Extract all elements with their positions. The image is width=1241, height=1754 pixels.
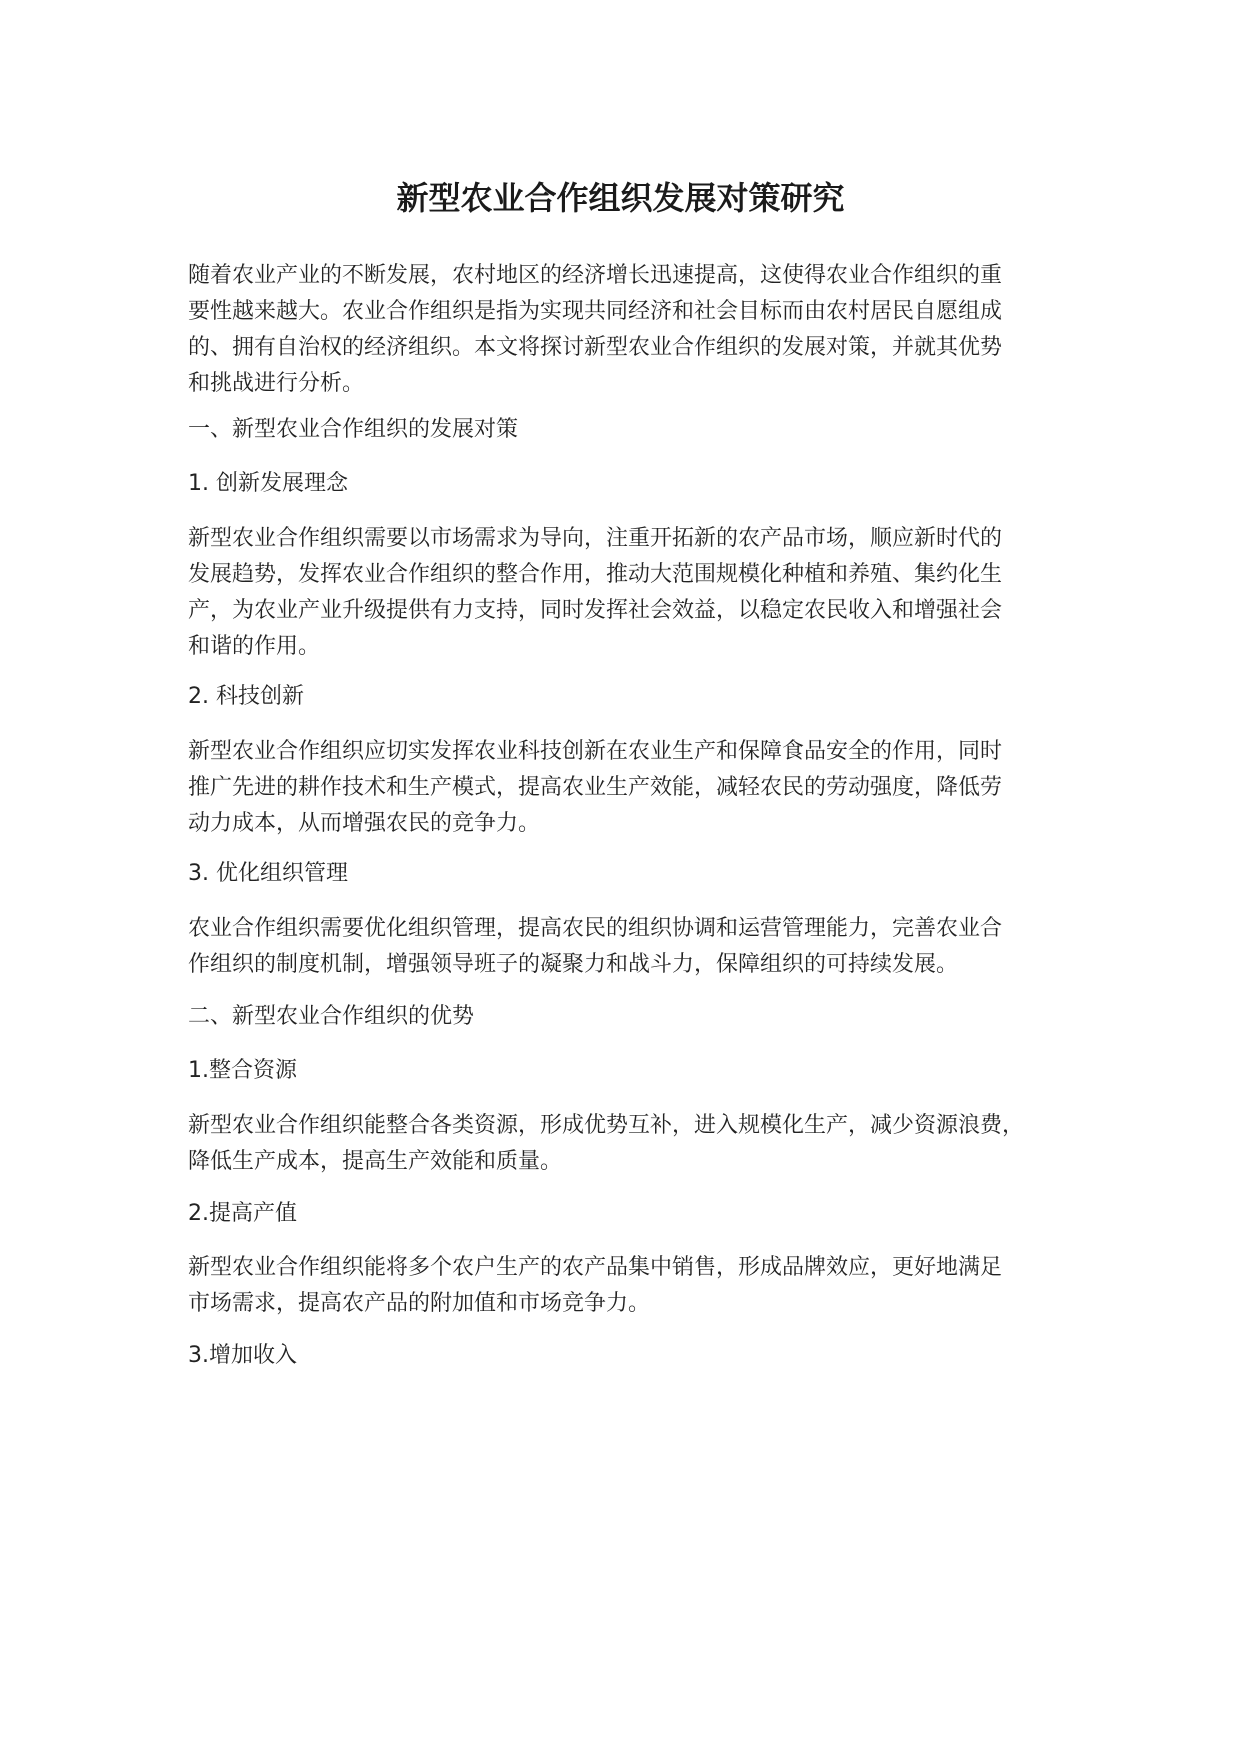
text-line: 的、拥有自治权的经济组织。本文将探讨新型农业合作组织的发展对策，并就其优势 [188,335,1003,360]
item-paragraph [188,734,1068,842]
text-line: 市场需求，提高农产品的附加值和市场竞争力。 [188,1291,651,1316]
item-paragraph [188,1250,1068,1322]
item-heading: 2. 科技创新 [188,684,304,709]
text-line: 和谐的作用。 [188,634,321,659]
text-line: 新型农业合作组织能整合各类资源，形成优势互补，进入规模化生产，减少资源浪费， [188,1113,1025,1138]
text-line: 农业合作组织需要优化组织管理，提高农民的组织协调和运营管理能力，完善农业合 [188,916,1003,941]
page-title: 新型农业合作组织发展对策研究 [396,179,845,217]
text-line: 推广先进的耕作技术和生产模式，提高农业生产效能，减轻农民的劳动强度，降低劳 [188,775,1003,800]
text-line: 动力成本，从而增强农民的竞争力。 [188,811,541,836]
item-heading: 1.整合资源 [188,1058,297,1083]
item-heading: 2.提高产值 [188,1201,297,1226]
text-line: 产，为农业产业升级提供有力支持，同时发挥社会效益，以稳定农民收入和增强社会 [188,598,1003,623]
text-line: 新型农业合作组织需要以市场需求为导向，注重开拓新的农产品市场，顺应新时代的 [188,526,1003,551]
item-heading: 3. 优化组织管理 [188,861,348,886]
item-heading: 3.增加收入 [188,1343,297,1368]
section-heading: 一、新型农业合作组织的发展对策 [188,417,519,442]
item-paragraph [188,1108,1068,1180]
item-paragraph [188,911,1068,983]
text-line: 要性越来越大。农业合作组织是指为实现共同经济和社会目标而由农村居民自愿组成 [188,299,1003,324]
item-heading: 1. 创新发展理念 [188,471,348,496]
text-line: 作组织的制度机制，增强领导班子的凝聚力和战斗力，保障组织的可持续发展。 [188,952,959,977]
text-line: 降低生产成本，提高生产效能和质量。 [188,1149,563,1174]
item-paragraph [188,521,1068,665]
text-line: 新型农业合作组织应切实发挥农业科技创新在农业生产和保障食品安全的作用，同时 [188,739,1003,764]
section-heading: 二、新型农业合作组织的优势 [188,1004,475,1029]
intro-paragraph [188,258,1068,402]
text-line: 发展趋势，发挥农业合作组织的整合作用，推动大范围规模化种植和养殖、集约化生 [188,562,1003,587]
text-line: 新型农业合作组织能将多个农户生产的农产品集中销售，形成品牌效应，更好地满足 [188,1255,1003,1280]
text-line: 和挑战进行分析。 [188,371,365,396]
text-line: 随着农业产业的不断发展，农村地区的经济增长迅速提高，这使得农业合作组织的重 [188,263,1003,288]
